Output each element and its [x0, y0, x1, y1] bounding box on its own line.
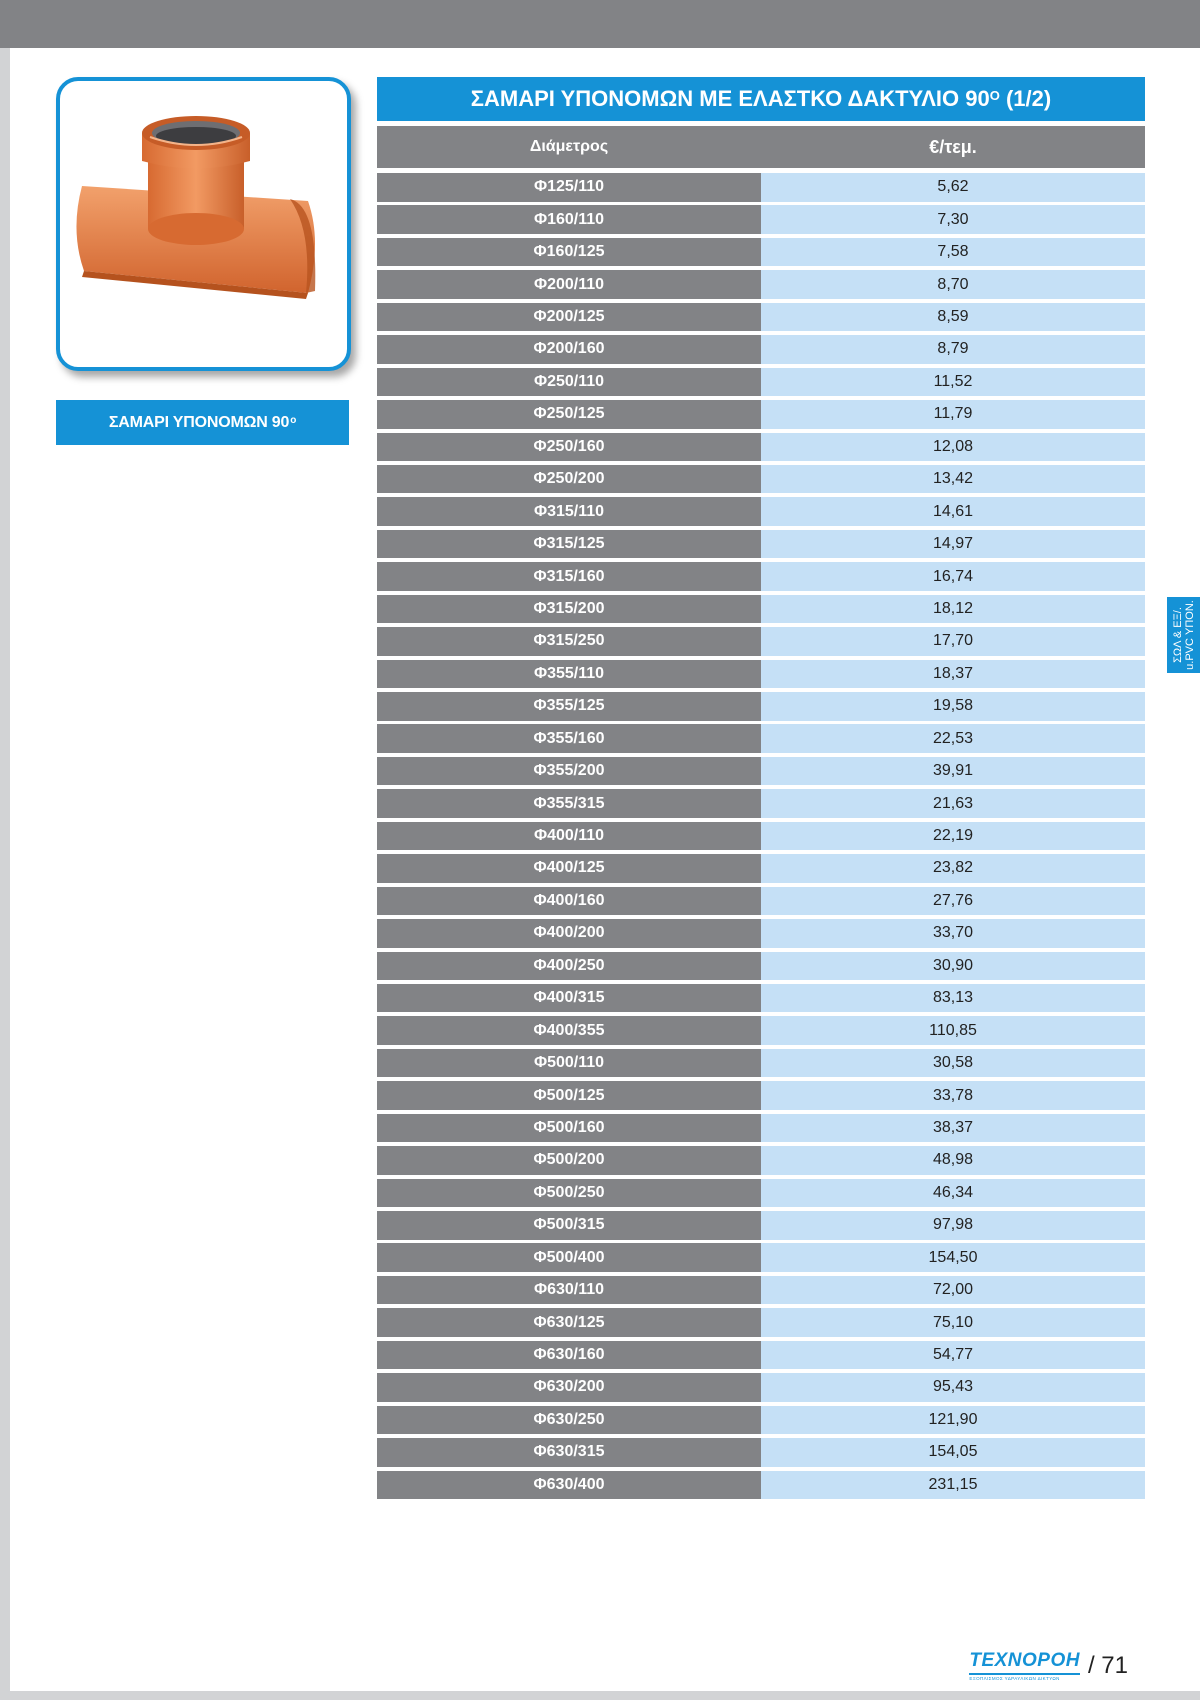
pvc-saddle-fitting-icon	[60, 81, 347, 367]
diameter-cell: Φ400/200	[377, 919, 761, 948]
table-row	[377, 1179, 1145, 1208]
section-side-tab[interactable]	[1167, 597, 1200, 673]
diameter-cell: Φ250/125	[377, 400, 761, 429]
price-cell: 33,78	[761, 1081, 1145, 1110]
table-row	[377, 368, 1145, 397]
catalog-page	[10, 48, 1200, 1691]
diameter-cell: Φ400/315	[377, 984, 761, 1013]
price-cell: 30,90	[761, 952, 1145, 981]
diameter-cell: Φ200/110	[377, 270, 761, 299]
diameter-cell: Φ630/200	[377, 1373, 761, 1402]
table-row	[377, 497, 1145, 526]
diameter-cell: Φ630/400	[377, 1471, 761, 1500]
diameter-cell: Φ250/110	[377, 368, 761, 397]
diameter-cell: Φ400/250	[377, 952, 761, 981]
price-cell: 11,79	[761, 400, 1145, 429]
table-row	[377, 173, 1145, 202]
table-row	[377, 1471, 1145, 1500]
price-cell: 154,05	[761, 1438, 1145, 1467]
table-row	[377, 984, 1145, 1013]
table-row	[377, 854, 1145, 883]
diameter-cell: Φ200/125	[377, 303, 761, 332]
product-label	[56, 400, 349, 445]
table-row	[377, 822, 1145, 851]
table-row	[377, 1308, 1145, 1337]
table-row	[377, 205, 1145, 234]
table-row	[377, 238, 1145, 267]
price-cell: 39,91	[761, 757, 1145, 786]
diameter-cell: Φ400/355	[377, 1016, 761, 1045]
price-cell: 8,59	[761, 303, 1145, 332]
price-cell: 30,58	[761, 1049, 1145, 1078]
price-cell: 54,77	[761, 1341, 1145, 1370]
table-row	[377, 952, 1145, 981]
diameter-cell: Φ500/110	[377, 1049, 761, 1078]
price-cell: 19,58	[761, 692, 1145, 721]
price-cell: 8,70	[761, 270, 1145, 299]
diameter-cell: Φ315/110	[377, 497, 761, 526]
table-row	[377, 1146, 1145, 1175]
diameter-cell: Φ500/125	[377, 1081, 761, 1110]
table-row	[377, 1211, 1145, 1240]
diameter-cell: Φ500/400	[377, 1243, 761, 1272]
price-cell: 22,53	[761, 724, 1145, 753]
page-number: / 71	[1087, 1651, 1128, 1679]
table-row	[377, 595, 1145, 624]
price-cell: 27,76	[761, 887, 1145, 916]
price-cell: 95,43	[761, 1373, 1145, 1402]
diameter-cell: Φ125/110	[377, 173, 761, 202]
diameter-cell: Φ315/160	[377, 562, 761, 591]
table-row	[377, 757, 1145, 786]
price-table-body	[377, 173, 1145, 1503]
diameter-cell: Φ315/200	[377, 595, 761, 624]
table-title-text: ΣΑΜΑΡΙ ΥΠΟΝΟΜΩΝ ΜΕ ΕΛΑΣΤΚΟ ΔΑΚΤΥΛΙΟ 90	[470, 86, 990, 111]
price-cell: 7,58	[761, 238, 1145, 267]
diameter-cell: Φ355/125	[377, 692, 761, 721]
diameter-cell: Φ355/315	[377, 789, 761, 818]
diameter-cell: Φ160/110	[377, 205, 761, 234]
price-cell: 16,74	[761, 562, 1145, 591]
price-cell: 38,37	[761, 1114, 1145, 1143]
brand-tagline: ΕΞΟΠΛΙΣΜΟΣ ΥΔΡΑΥΛΙΚΩΝ ΔΙΚΤΥΩΝ	[969, 1676, 1060, 1681]
price-cell: 14,61	[761, 497, 1145, 526]
price-cell: 75,10	[761, 1308, 1145, 1337]
price-cell: 48,98	[761, 1146, 1145, 1175]
diameter-cell: Φ500/160	[377, 1114, 761, 1143]
table-row	[377, 1114, 1145, 1143]
price-cell: 23,82	[761, 854, 1145, 883]
brand-logo	[969, 1650, 1080, 1681]
table-title	[377, 77, 1145, 121]
diameter-cell: Φ630/160	[377, 1341, 761, 1370]
diameter-cell: Φ630/315	[377, 1438, 761, 1467]
brand-underline	[969, 1673, 1080, 1675]
price-cell: 72,00	[761, 1276, 1145, 1305]
price-cell: 5,62	[761, 173, 1145, 202]
table-row	[377, 1081, 1145, 1110]
diameter-cell: Φ315/125	[377, 530, 761, 559]
price-cell: 8,79	[761, 335, 1145, 364]
table-title-suffix: (1/2)	[999, 86, 1052, 111]
diameter-cell: Φ250/160	[377, 433, 761, 462]
price-cell: 110,85	[761, 1016, 1145, 1045]
diameter-cell: Φ160/125	[377, 238, 761, 267]
diameter-cell: Φ630/250	[377, 1406, 761, 1435]
price-cell: 12,08	[761, 433, 1145, 462]
table-row	[377, 1438, 1145, 1467]
table-row	[377, 919, 1145, 948]
table-row	[377, 1406, 1145, 1435]
diameter-cell: Φ355/200	[377, 757, 761, 786]
table-header	[377, 126, 1145, 168]
table-row	[377, 692, 1145, 721]
diameter-cell: Φ500/315	[377, 1211, 761, 1240]
table-row	[377, 465, 1145, 494]
diameter-cell: Φ630/110	[377, 1276, 761, 1305]
table-row	[377, 530, 1145, 559]
price-cell: 121,90	[761, 1406, 1145, 1435]
price-cell: 231,15	[761, 1471, 1145, 1500]
diameter-cell: Φ400/110	[377, 822, 761, 851]
table-row	[377, 1373, 1145, 1402]
price-cell: 14,97	[761, 530, 1145, 559]
table-row	[377, 627, 1145, 656]
table-row	[377, 887, 1145, 916]
table-row	[377, 1049, 1145, 1078]
price-cell: 18,37	[761, 660, 1145, 689]
table-row	[377, 303, 1145, 332]
table-title-degree: O	[989, 87, 1000, 103]
page-footer	[969, 1650, 1128, 1681]
table-row	[377, 433, 1145, 462]
column-header-price: €/τεμ.	[929, 136, 977, 157]
price-cell: 22,19	[761, 822, 1145, 851]
price-cell: 11,52	[761, 368, 1145, 397]
table-row	[377, 400, 1145, 429]
diameter-cell: Φ630/125	[377, 1308, 761, 1337]
price-cell: 97,98	[761, 1211, 1145, 1240]
price-cell: 7,30	[761, 205, 1145, 234]
column-header-diameter: Διάμετρος	[529, 138, 609, 155]
top-bar	[0, 0, 1200, 48]
price-cell: 17,70	[761, 627, 1145, 656]
table-row	[377, 660, 1145, 689]
brand-name: ΤΕΧΝΟΡΟΗ	[969, 1650, 1080, 1671]
diameter-cell: Φ355/160	[377, 724, 761, 753]
table-row	[377, 270, 1145, 299]
price-cell: 46,34	[761, 1179, 1145, 1208]
diameter-cell: Φ400/160	[377, 887, 761, 916]
table-row	[377, 1341, 1145, 1370]
product-label-text: ΣΑΜΑΡΙ ΥΠΟΝΟΜΩΝ 90	[108, 413, 290, 431]
diameter-cell: Φ355/110	[377, 660, 761, 689]
diameter-cell: Φ500/200	[377, 1146, 761, 1175]
side-tab-line1: ΣΩΛ & ΕΞ/.	[1171, 607, 1184, 663]
table-row	[377, 724, 1145, 753]
product-photo-frame	[56, 77, 351, 371]
diameter-cell: Φ200/160	[377, 335, 761, 364]
price-cell: 83,13	[761, 984, 1145, 1013]
price-cell: 18,12	[761, 595, 1145, 624]
product-label-degree: ο	[290, 415, 297, 426]
diameter-cell: Φ315/250	[377, 627, 761, 656]
diameter-cell: Φ500/250	[377, 1179, 761, 1208]
side-tab-line2: u.PVC ΥΠΟΝ.	[1183, 600, 1196, 670]
table-row	[377, 562, 1145, 591]
table-row	[377, 789, 1145, 818]
price-cell: 21,63	[761, 789, 1145, 818]
diameter-cell: Φ400/125	[377, 854, 761, 883]
table-row	[377, 1276, 1145, 1305]
table-row	[377, 1016, 1145, 1045]
table-row	[377, 1243, 1145, 1272]
price-cell: 13,42	[761, 465, 1145, 494]
price-cell: 33,70	[761, 919, 1145, 948]
diameter-cell: Φ250/200	[377, 465, 761, 494]
price-cell: 154,50	[761, 1243, 1145, 1272]
table-row	[377, 335, 1145, 364]
